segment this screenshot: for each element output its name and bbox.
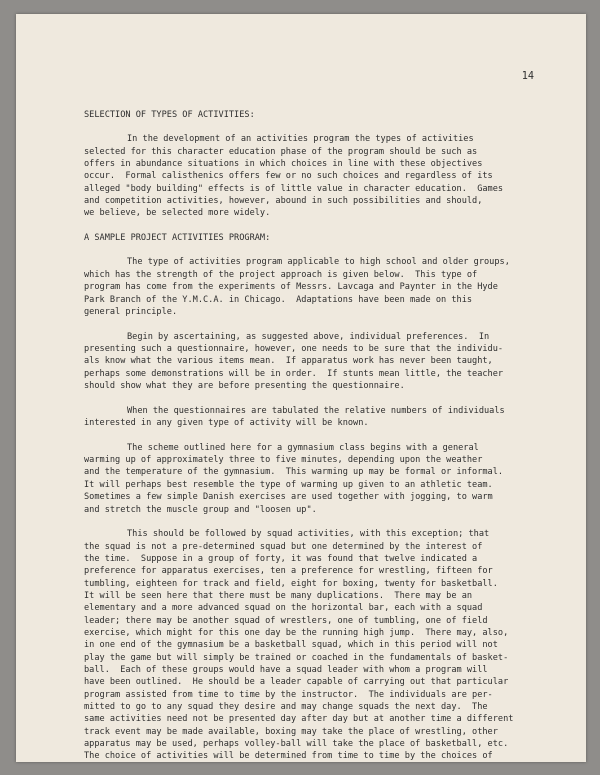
paragraph [84,405,554,430]
text-line: and the temperature of the gymnasium. This warming up may be formal or informal. [84,467,504,478]
text-line: presenting such a questionnaire, however, one needs to be sure that the individu- [84,343,504,354]
text-line: This should be followed by squad activities, with this exception; that [127,529,490,540]
document-page [16,14,586,762]
text-line: The scheme outlined here for a gymnasium class begins with a general [127,442,479,453]
text-line: als know what the various items mean. If apparatus work has never been taught, [84,356,493,367]
text-line: offers in abundance situations in which choices in line with these objectives [84,159,483,170]
paragraph [84,256,554,318]
paragraph [84,442,554,516]
text-line: Sometimes a few simple Danish exercises are used together with jogging, to warm [84,492,493,503]
text-line: we believe, be selected more widely. [84,208,271,219]
text-line: program has come from the experiments of Messrs. Lavcaga and Paynter in the Hyde [84,282,498,293]
text-line: It will perhaps best resemble the type of warming up given to an athletic team. [84,479,493,490]
text-line: in one end of the gymnasium be a basketball squad, which in this period will not [84,640,498,651]
text-line: ball. Each of these groups would have a squad leader with whom a program will [84,665,488,676]
text-line: mitted to go to any squad they desire and may change squads the next day. The [84,702,488,713]
text-line: and stretch the muscle group and "loosen up". [84,504,317,515]
text-line: tumbling, eighteen for track and field, eight for boxing, twenty for basketball. [84,578,498,589]
section-heading: A SAMPLE PROJECT ACTIVITIES PROGRAM: [84,233,271,244]
text-line: the time. Suppose in a group of forty, it was found that twelve indicated a [84,553,478,564]
text-line: which has the strength of the project approach is given below. This type of [84,269,478,280]
text-line: same activities need not be presented day after day but at another time a different [84,714,514,725]
text-line: and competition activities, however, abound in such possibilities and should, [84,196,483,207]
text-line: program assisted from time to time by the instructor. The individuals are per- [84,689,493,700]
text-line: The type of activities program applicable to high school and older groups, [127,257,510,268]
text-line: The choice of activities will be determined from time to time by the choices of [84,751,493,762]
text-line: have been outlined. He should be a leader capable of carrying out that particular [84,677,509,688]
text-line: exercise, which might for this one day be the running high jump. There may, also, [84,627,509,638]
text-line: preference for apparatus exercises, ten a preference for wrestling, fifteen for [84,566,493,577]
paragraph [84,331,554,393]
text-line: the squad is not a pre-determined squad but one determined by the interest of [84,541,483,552]
text-line: occur. Formal calisthenics offers few or no such choices and regardless of its [84,171,493,182]
paragraph [84,528,554,763]
section-heading: SELECTION OF TYPES OF ACTIVITIES: [84,110,255,120]
text-line: elementary and a more advanced squad on the horizontal bar, each with a squad [84,603,483,614]
text-line: leader; there may be another squad of wrestlers, one of tumbling, one of field [84,615,488,626]
text-line: interested in any given type of activity will be known. [84,418,369,429]
text-line: It will be seen here that there must be many duplications. There may be an [84,590,473,601]
text-line: When the questionnaires are tabulated the relative numbers of individuals [127,405,505,416]
text-line: warming up of approximately three to five minutes, depending upon the weather [84,455,483,466]
text-line: Park Branch of the Y.M.C.A. in Chicago. Adaptations have been made on this [84,294,473,305]
text-line: track event may be made available, boxing may take the place of wrestling, other [84,726,498,737]
text-line: apparatus may be used, perhaps volley-ball will take the place of basketball, etc. [84,739,509,750]
paragraph [84,133,554,219]
text-line: selected for this character education phase of the program should be such as [84,146,478,157]
text-line: should show what they are before presenting the questionnaire. [84,380,405,391]
text-line: alleged "body building" effects is of little value in character education. Games [84,183,504,194]
text-line: perhaps some demonstrations will be in order. If stunts mean little, the teacher [84,368,504,379]
document-body [84,109,554,775]
text-line: general principle. [84,306,178,317]
text-line: play the game but will simply be trained or coached in the fundamentals of basket- [84,652,509,663]
text-line: In the development of an activities program the types of activities [127,134,474,145]
page-number: 14 [521,71,534,82]
text-line: Begin by ascertaining, as suggested above, individual preferences. In [127,331,490,342]
